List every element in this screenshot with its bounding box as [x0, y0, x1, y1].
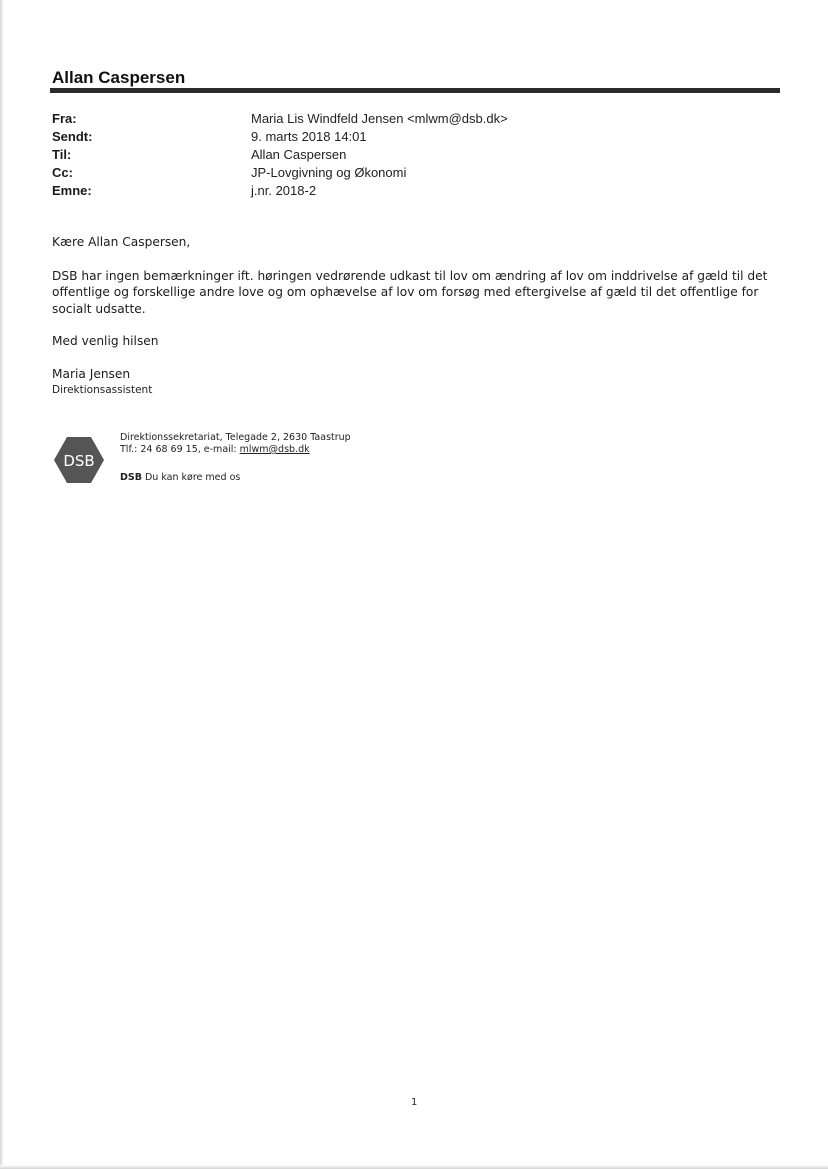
email-body [52, 234, 782, 399]
tagline-brand: DSB [120, 472, 142, 483]
signature-email-link[interactable]: mlwm@dsb.dk [239, 444, 310, 455]
dsb-logo [54, 437, 104, 483]
signature-address: Direktionssekretariat, Telegade 2, 2630 Taastrup [120, 432, 351, 443]
page-number: 1 [411, 1097, 418, 1108]
body-paragraph: DSB har ingen bemærkninger ift. høringen vedrørende udkast til lov om ændring af lov om inddrivelse af gæld til det offentlige og forskellige andre love og om ophævelse af lov om forsøg med eftergivelse af gæld til det offentlige for socialt udsatte. [52, 268, 768, 316]
scan-edge [0, 0, 3, 1169]
subject-label: Emne: [52, 183, 92, 198]
subject-value: j.nr. 2018-2 [251, 183, 317, 198]
sender-title: Direktionsassistent [52, 384, 153, 396]
email-signature [52, 432, 452, 492]
cc-label: Cc: [52, 165, 73, 180]
mailbox-owner-name: Allan Caspersen [52, 68, 186, 87]
greeting: Kære Allan Caspersen, [52, 235, 191, 249]
signature-contact [120, 432, 351, 456]
sent-value: 9. marts 2018 14:01 [251, 129, 367, 144]
from-value: Maria Lis Windfeld Jensen <mlwm@dsb.dk> [251, 111, 508, 126]
sent-label: Sendt: [52, 129, 93, 144]
tagline-text: Du kan køre med os [141, 472, 241, 483]
from-label: Fra: [52, 111, 77, 126]
signature-phone: Tlf.: 24 68 69 15, e-mail: [120, 444, 240, 455]
closing: Med venlig hilsen [52, 334, 159, 348]
dsb-logo-text: DSB [63, 452, 95, 470]
to-value: Allan Caspersen [251, 147, 347, 162]
scan-edge-bottom [0, 1165, 828, 1169]
signature-tagline [120, 472, 240, 483]
signature-contact-line [120, 444, 351, 456]
to-label: Til: [52, 147, 72, 162]
cc-value: JP-Lovgivning og Økonomi [251, 165, 407, 180]
header-rule [50, 88, 780, 93]
sender-name: Maria Jensen [52, 366, 131, 381]
